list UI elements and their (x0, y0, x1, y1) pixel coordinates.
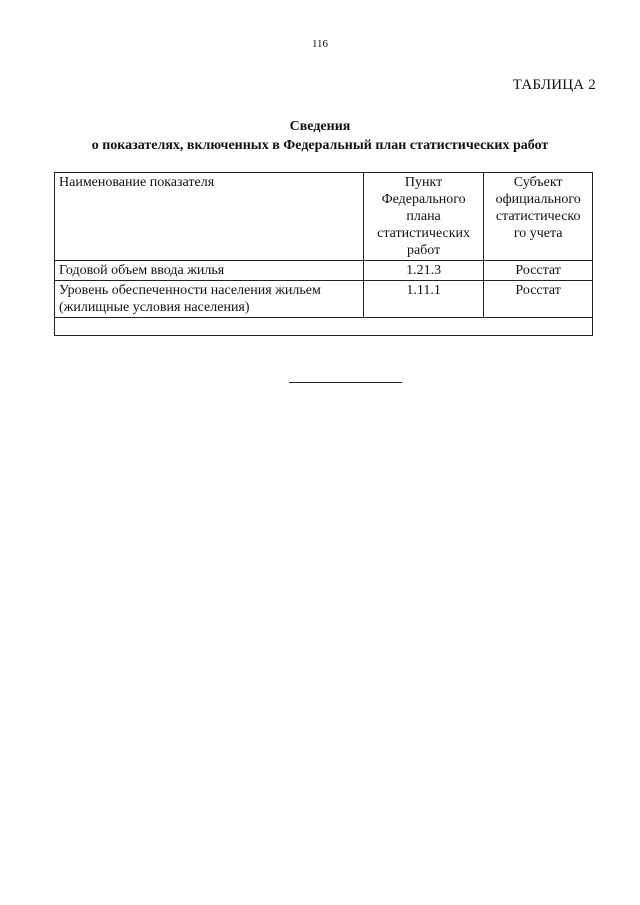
cell-plan-item: 1.21.3 (363, 261, 484, 281)
document-heading (0, 117, 640, 155)
page-number: 116 (311, 38, 329, 50)
heading-title: Сведения (289, 119, 351, 134)
cell-statistics-subject: Росстат (484, 281, 593, 318)
header-statistics-subject: Субъект официального статистическо го учета (484, 173, 593, 261)
table-label: ТАБЛИЦА 2 (512, 77, 596, 93)
table-row (55, 281, 593, 318)
header-plan-item: Пункт Федерального плана статистических работ (363, 173, 484, 261)
empty-cell (55, 318, 593, 336)
header-indicator-name: Наименование показателя (55, 173, 364, 261)
cell-indicator-name: Годовой объем ввода жилья (55, 261, 364, 281)
cell-plan-item: 1.11.1 (363, 281, 484, 318)
closing-rule (289, 382, 402, 383)
table-row (55, 261, 593, 281)
cell-indicator-name: Уровень обеспеченности населения жильем (жилищные условия населения) (55, 281, 364, 318)
cell-statistics-subject: Росстат (484, 261, 593, 281)
table-empty-row (55, 318, 593, 336)
heading-subtitle: о показателях, включенных в Федеральный план статистических работ (91, 138, 549, 153)
table-header-row (55, 173, 593, 261)
indicators-table (54, 172, 593, 336)
